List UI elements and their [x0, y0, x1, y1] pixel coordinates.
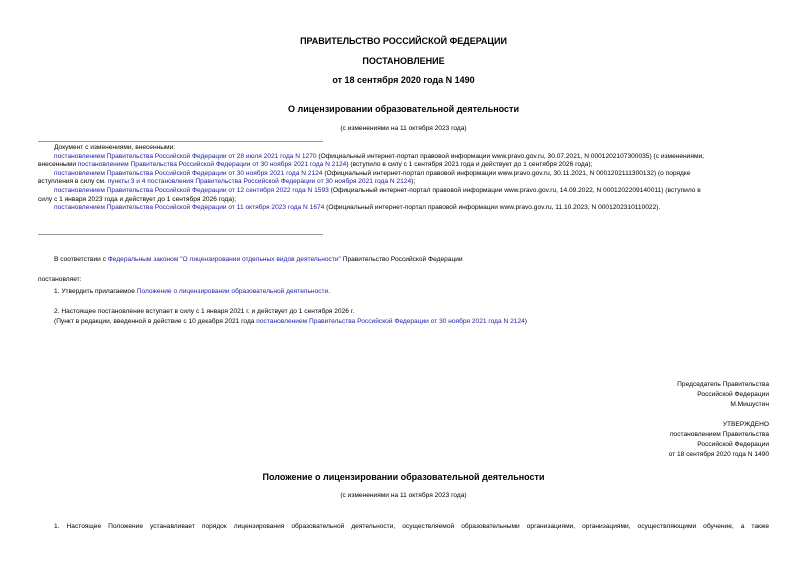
change-link[interactable]: постановлением Правительства Российской Федерации от 28 июля 2021 года N 1270 [54, 152, 317, 160]
changes-block [38, 144, 769, 213]
regulation-amendment-note: (с изменениями на 11 октября 2023 года) [340, 492, 467, 499]
change-item-continuation: вступления в силу см. пункты 3 и 4 постановления Правительства Российской Федерации от 30 ноября 2021 года N 2124); [38, 178, 416, 186]
change-item: постановлением Правительства Российской Федерации от 28 июля 2021 года N 1270 (Официальный интернет-портал правовой информации www.pravo.gov.ru, 30.07.2021, N 0001202107300035) (с изменениями, [54, 152, 704, 160]
regulation-title: Положение о лицензировании образовательной деятельности [262, 472, 545, 482]
divider-bottom [38, 234, 323, 235]
approved-by: постановлением Правительства [669, 431, 769, 438]
change-item: постановлением Правительства Российской Федерации от 12 сентября 2022 года N 1593 (Официальный интернет-портал правовой информации www.pravo.gov.ru, 14.09.2022, N 0001202209140011) (вступило в [54, 186, 701, 194]
point-1: 1. Утвердить прилагаемое Положение о лицензировании образовательной деятельности. [54, 288, 331, 295]
federal-law-link[interactable]: Федеральным законом "О лицензировании отдельных видов деятельности" [107, 256, 341, 263]
change-link[interactable]: постановлением Правительства Российской Федерации от 30 ноября 2021 года N 2124 [54, 169, 323, 177]
change-item-continuation: силу с 1 января 2023 года и действует до 1 сентября 2026 года); [38, 195, 237, 203]
change-link[interactable]: постановлением Правительства Российской Федерации от 12 сентября 2022 года N 1593 [54, 186, 329, 194]
change-item: постановлением Правительства Российской Федерации от 30 ноября 2021 года N 2124 (Официальный интернет-портал правовой информации www.pravo.gov.ru, 30.11.2021, N 0001202111300132) (о порядке [54, 169, 691, 177]
point-2: 2. Настоящее постановление вступает в силу с 1 января 2021 г. и действует до 1 сентября 2026 г. [54, 308, 355, 315]
signature-position: Председатель Правительства [677, 381, 769, 388]
decrees-word: постановляет: [38, 276, 82, 283]
change-item-continuation: внесенными постановлением Правительства Российской Федерации от 30 ноября 2021 года N 2124) (вступило в силу с 1 сентября 2021 года и действует до 1 сентября 2026 года); [38, 161, 593, 169]
changes-intro: Документ с изменениями, внесенными: [54, 144, 176, 151]
approved-country: Российской Федерации [697, 441, 769, 448]
change-link[interactable]: пункты 3 и 4 постановления Правительства Российской Федерации от 30 ноября 2021 года N 2124 [107, 178, 412, 186]
approved-label: УТВЕРЖДЕНО [722, 421, 769, 428]
regulation-link[interactable]: Положение о лицензировании образовательной деятельности [136, 288, 329, 295]
document-date-number: от 18 сентября 2020 года N 1490 [332, 75, 475, 85]
issuer-heading: ПРАВИТЕЛЬСТВО РОССИЙСКОЙ ФЕДЕРАЦИИ [300, 36, 507, 46]
point-2-note: (Пункт в редакции, введенной в действие с 10 декабря 2021 года постановлением Правительства Российской Федерации от 30 ноября 2021 года N 2124) [54, 318, 527, 325]
signature-country: Российской Федерации [697, 391, 769, 398]
amendment-link[interactable]: постановлением Правительства Российской Федерации от 30 ноября 2021 года N 2124 [256, 318, 525, 325]
change-item: постановлением Правительства Российской Федерации от 11 октября 2023 года N 1674 (Официальный интернет-портал правовой информации www.pravo.gov.ru, 11.10.2023, N 0001202310110022). [54, 204, 661, 212]
preamble: В соответствии с Федеральным законом "О лицензировании отдельных видов деятельности" Правительство Российской Федерации [54, 256, 463, 263]
document-title: О лицензировании образовательной деятельности [287, 104, 519, 114]
change-link[interactable]: постановлением Правительства Российской Федерации от 11 октября 2023 года N 1674 [54, 204, 325, 212]
amendment-note: (с изменениями на 11 октября 2023 года) [340, 125, 467, 132]
document-type: ПОСТАНОВЛЕНИЕ [362, 56, 445, 66]
divider-top [38, 141, 323, 142]
regulation-paragraph-1: 1. Настоящее Положение устанавливает порядок лицензирования образовательной деятельности, осуществляемой образовательными организациями, организациями, осуществляющими обучение, а также [54, 523, 769, 530]
change-link[interactable]: постановлением Правительства Российской Федерации от 30 ноября 2021 года N 2124 [77, 161, 347, 169]
signature-name: М.Мишустин [730, 401, 769, 408]
approved-date-number: от 18 сентября 2020 года N 1490 [668, 451, 769, 458]
